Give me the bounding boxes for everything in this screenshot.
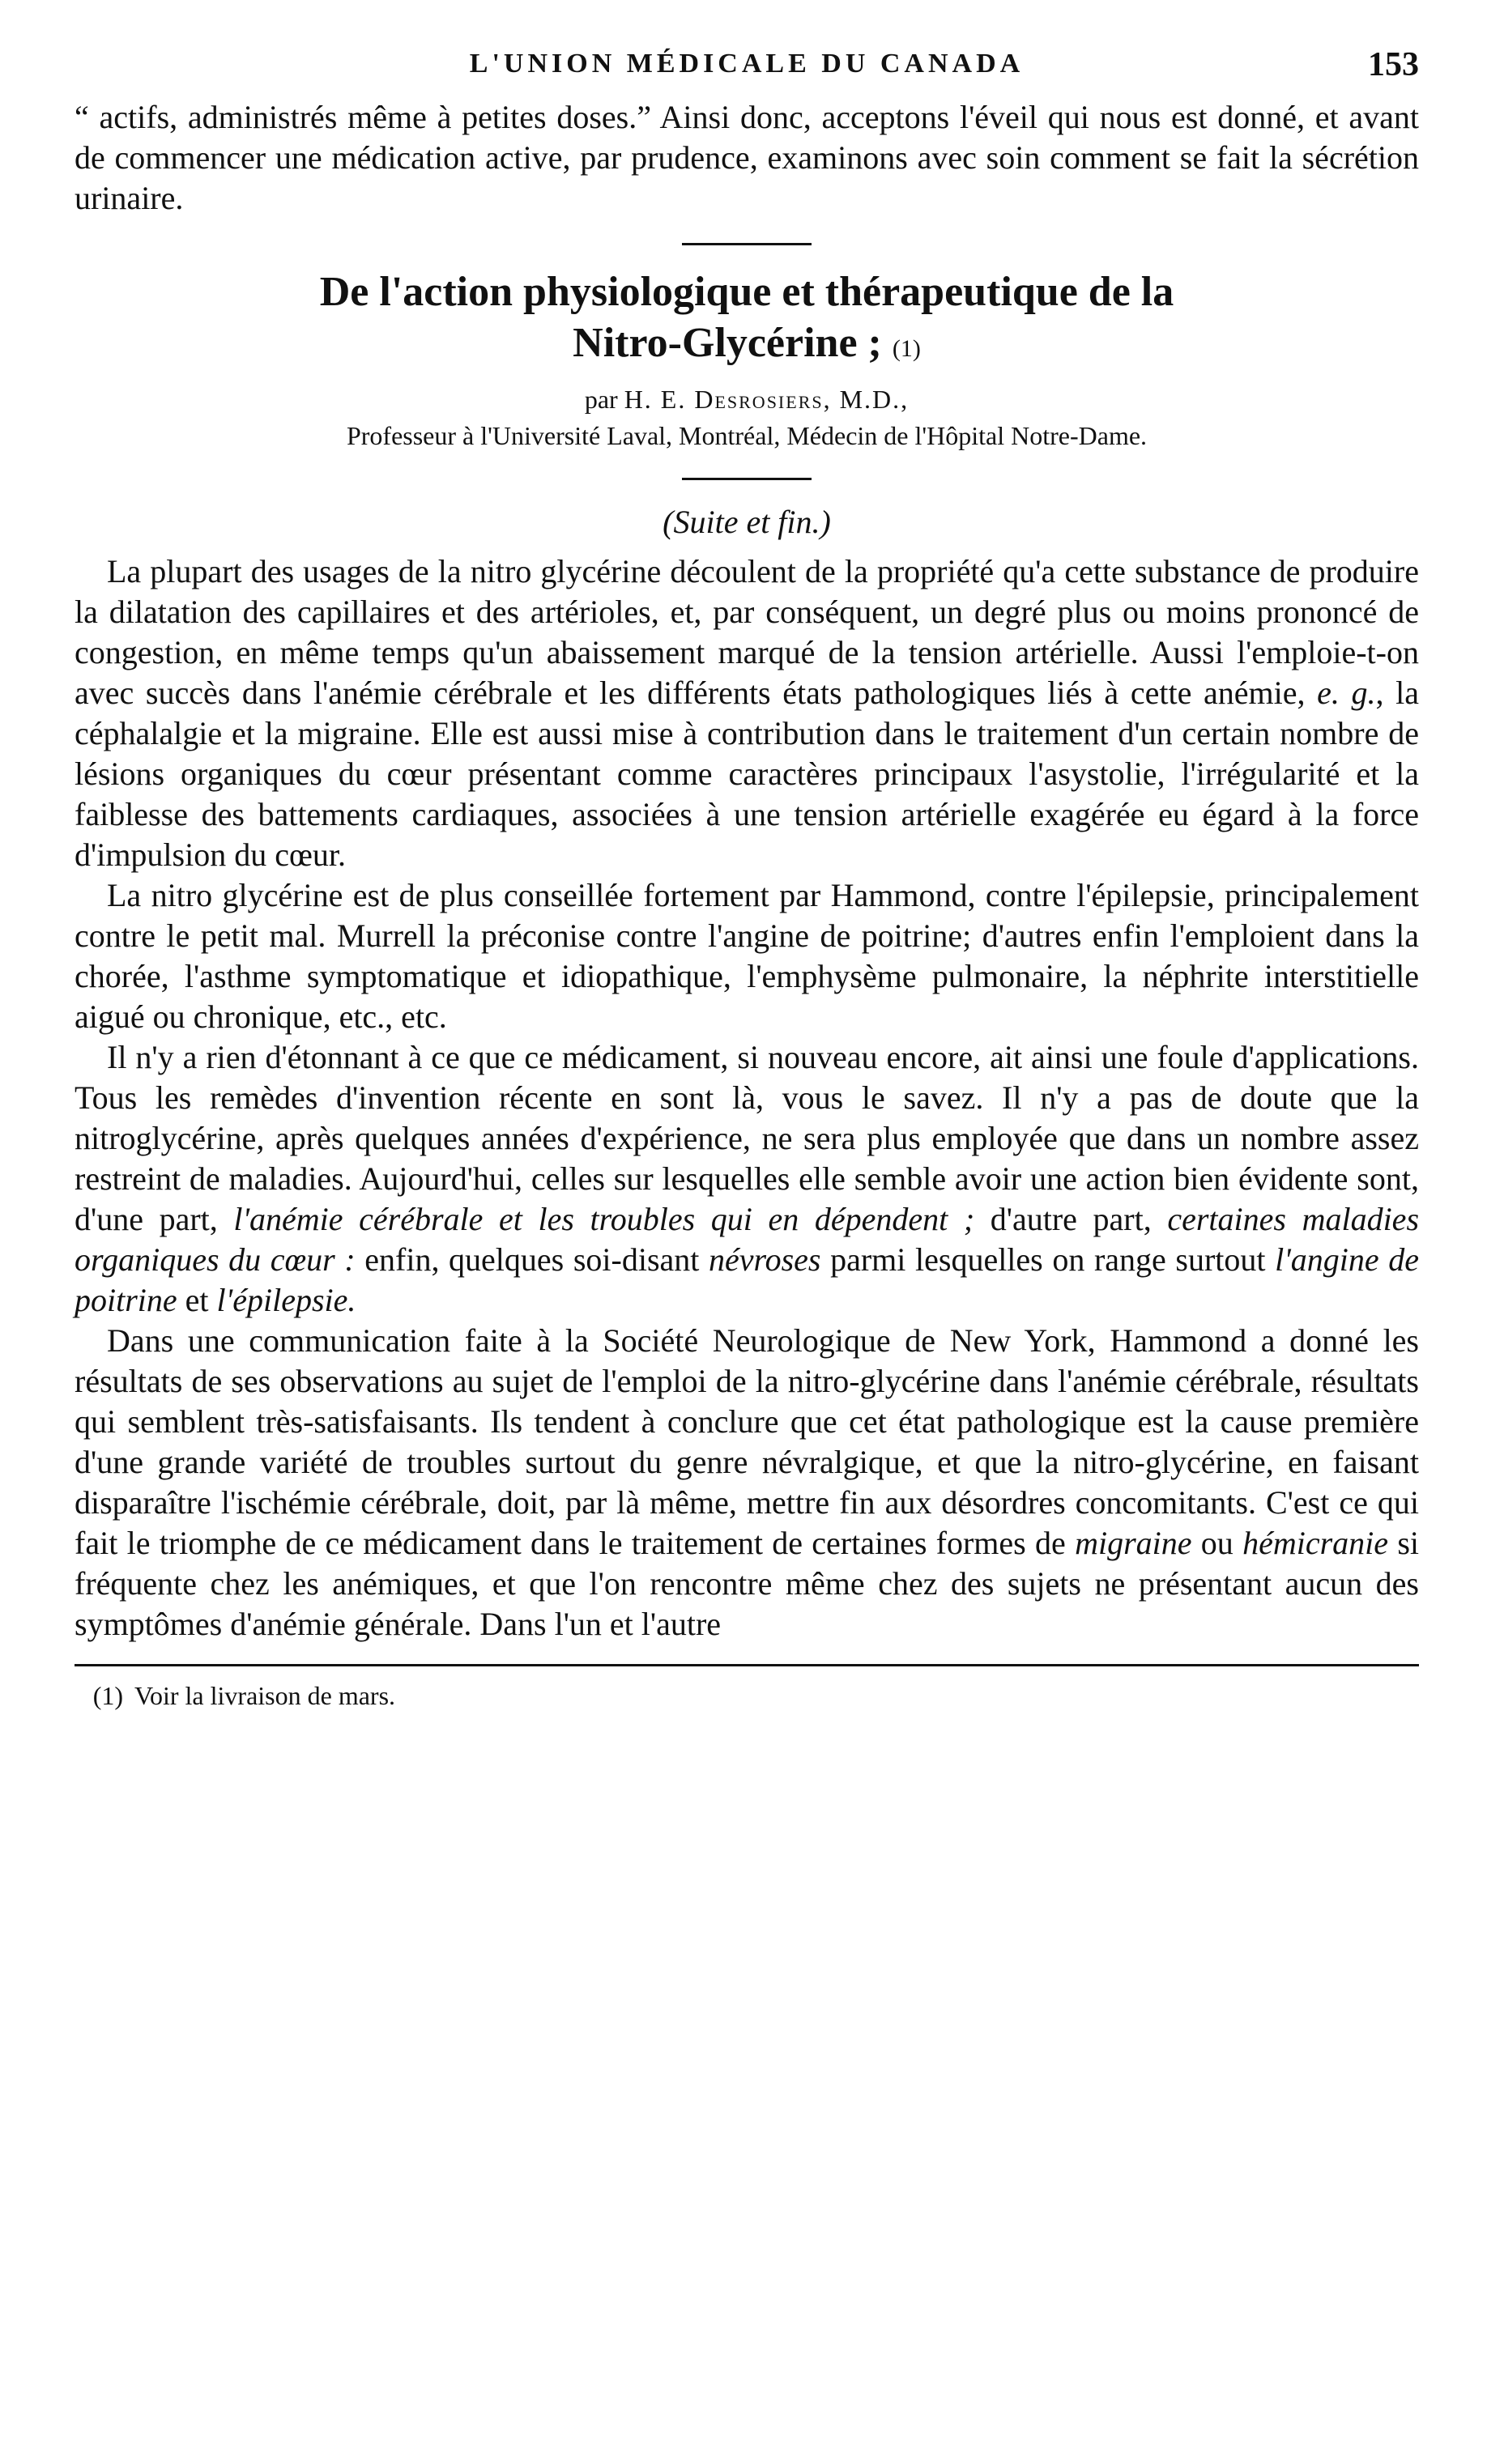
article-title-text: Nitro-Glycérine ; [573,320,882,366]
paragraph-3-d: parmi lesquelles on range surtout [820,1241,1266,1278]
paragraph-4-italic-2: hémicranie [1242,1525,1389,1561]
author-name: H. E. Desrosiers, M.D., [624,385,910,414]
paragraph-3-italic-4: l'angine de poitrine [75,1241,1420,1318]
paragraph-3-c: enfin, quelques soi-disant [355,1241,700,1278]
paragraph-4-italic-1: migraine [1075,1525,1192,1561]
article-title-line-2 [75,318,1419,374]
journal-title: L'UNION MÉDICALE DU CANADA [469,49,1025,79]
paragraph-3-italic-2: certaines maladies organiques du cœur : [75,1201,1420,1278]
paragraph-3-a: Il n'y a rien d'étonnant à ce que ce médicament, si nouveau encore, ait ainsi une foule d'applications. Tous les remèdes d'invention récente en sont là, vous le savez. Il n'y a pas de doute que la nitroglycérine, après quelques années d'expérience, ne sera plus employée que dans un nombre assez restreint de maladies. Aujourd'hui, celles sur lesquelles elle semble avoir une action bien évidente sont, d'une part, [75,1039,1419,1237]
paragraph-1 [75,551,1419,875]
footnote-rule [75,1664,1419,1666]
paragraph-4-c: si fréquente chez les anémiques, et que l'on rencontre même chez des sujets ne présentant aucun des symptômes d'anémie générale. Dans l'un et l'autre [75,1525,1420,1642]
byline-divider [682,478,812,480]
paragraph-1-text: La plupart des usages de la nitro glycérine découlent de la propriété qu'a cette substance de produire la dilatation des capillaires et des artérioles, et, par conséquent, un degré plus ou moins prononcé de congestion, en même temps qu'un abaissement marqué de la tension artérielle. Aussi l'emploie-t-on avec succès dans l'anémie cérébrale et les différents états pathologiques liés à cette anémie, [75,553,1419,711]
section-divider [682,243,812,245]
paragraph-3-italic-5: l'épilepsie. [216,1282,356,1318]
paragraph-3-e: et [177,1282,209,1318]
paragraph-2: La nitro glycérine est de plus conseillée fortement par Hammond, contre l'épilepsie, principalement contre le petit mal. Murrell la préconise contre l'angine de poitrine; d'autres enfin l'emploient dans la chorée, l'asthme symptomatique et idiopathique, l'emphysème pulmonaire, la néphrite interstitielle aigué ou chronique, etc., etc. [75,877,1419,1035]
paragraph-4-a: Dans une communication faite à la Société Neurologique de New York, Hammond a donné les résultats de ses observations au sujet de l'emploi de la nitro-glycérine dans l'anémie cérébrale, résultats qui semblent très-satisfaisants. Ils tendent à conclure que cet état pathologique est la cause première d'une grande variété de troubles surtout du genre névralgique, et que la nitro-glycérine, en faisant disparaître l'ischémie cérébrale, doit, par là même, mettre fin aux désordres concomitants. C'est ce qui fait le triomphe de ce médicament dans le traitement de certaines formes de [75,1322,1419,1561]
page-number: 153 [1368,46,1419,83]
paragraph-3-italic-1: l'anémie cérébrale et les troubles qui en dépendent ; [233,1201,975,1237]
footnote-reference: (1) [892,335,921,362]
paragraph-1-rest: , la céphalalgie et la migraine. Elle est aussi mise à contribution dans le traitement d'un certain nombre de lésions organiques du cœur présentant comme caractères principaux l'asystolie, l'irrégularité et la faiblesse des battements cardiaques, associées à une tension artérielle exagérée eu égard à la force d'impulsion du cœur. [75,675,1420,873]
opening-paragraph: “ actifs, administrés même à petites doses.” Ainsi donc, acceptons l'éveil qui nous est donné, et avant de commencer une médication active, par prudence, examinons avec soin comment se fait la sécrétion urinaire. [75,99,1419,216]
byline-prefix: par [584,385,618,414]
page [75,46,1420,1713]
footnote-marker: (1) [92,1681,123,1710]
paragraph-1-eg: e. g. [1317,675,1376,711]
article-title-line-1: De l'action physiologique et thérapeutique de la [319,269,1174,315]
paragraph-3 [75,1037,1419,1321]
footnote-text: Voir la livraison de mars. [134,1681,396,1710]
footnote [75,1678,1419,1713]
continuation-note: (Suite et fin.) [663,504,831,540]
byline [75,381,1419,418]
running-head [75,46,1419,97]
paragraph-4-b: ou [1191,1525,1233,1561]
paragraph-4 [75,1321,1419,1645]
paragraph-3-b: d'autre part, [974,1201,1152,1237]
paragraph-3-italic-3: névroses [709,1241,821,1278]
author-affiliation: Professeur à l'Université Laval, Montréal, Médecin de l'Hôpital Notre-Dame. [346,421,1148,450]
